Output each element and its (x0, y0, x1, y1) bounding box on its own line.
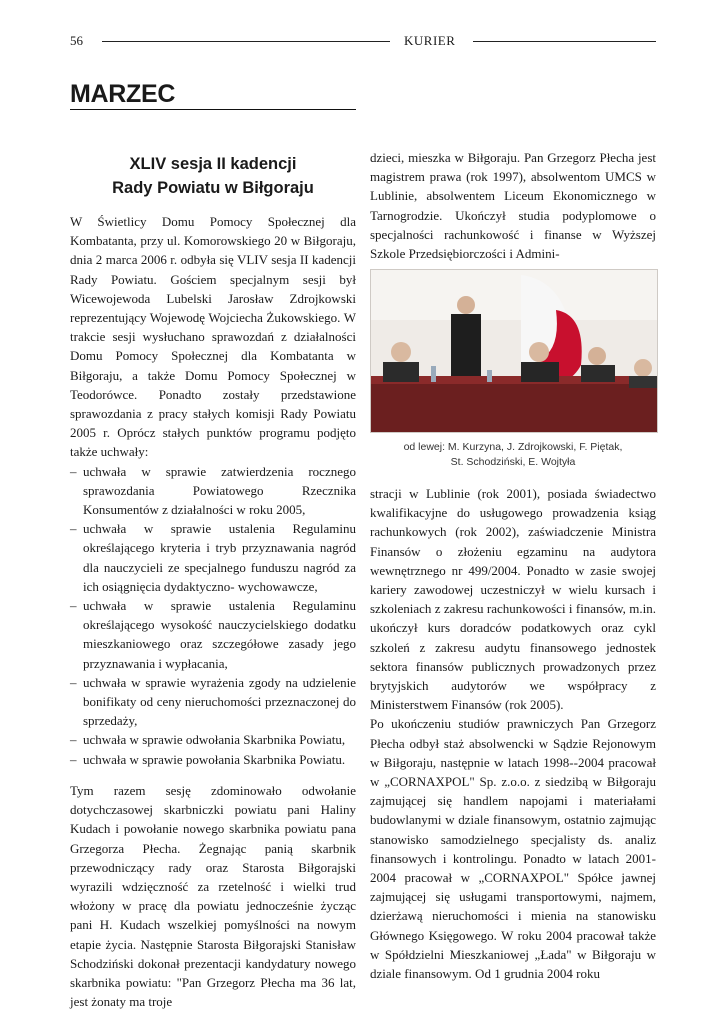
list-item: – uchwała w sprawie ustalenia Regulaminu określającego wysokość nauczycielskiego dodatku mieszkaniowego oraz szczegółowe zasady jego przyznawania i wypłacania, (70, 598, 356, 671)
article-title-line-2: Rady Powiatu w Biłgoraju (112, 179, 314, 197)
article-title-line-1: XLIV sesja II kadencji (129, 155, 297, 173)
photo-caption (370, 440, 656, 470)
resolutions-list (70, 462, 356, 769)
right-column-top (370, 148, 656, 263)
list-item: – uchwała w sprawie zatwierdzenia rocznego sprawozdania Powiatowego Rzecznika Konsumentów z działalności w roku 2005, (70, 463, 356, 518)
header-rule-right (473, 41, 656, 42)
header-rule-left (102, 41, 390, 42)
session-photo (370, 269, 658, 433)
list-item: – uchwała w sprawie wyrażenia zgody na udzielenie bonifikaty od ceny nieruchomości przeznaczonej do sprzedaży, (70, 674, 356, 729)
page-header (70, 31, 656, 51)
list-item: – uchwała w sprawie powołania Skarbnika Powiatu. (70, 751, 346, 767)
photo-caption-line-2: St. Schodziński, E. Wojtyła (450, 456, 576, 468)
qualifications-paragraph: stracji w Lublinie (rok 2001), posiada świadectwo kwalifikacyjne do usługowego prowadzenia ksiąg rachunkowych (rok 2002), zaświadczenie Ministra Finansów o złożeniu egzaminu na audytora wewnętrznego nr 499/2004. Ponadto w zasie swojej kariery zawodowej uczestniczył w wielu kursach i szkoleniach z zakresu rachunkowości i finansów, m.in. ukończył kurs doradców podatkowych oraz cykl szkoleń z zakresu audytu finansowego jednostek sektora finansów publicznych prowadzonych przez brytyjskich audytorów we współpracy z Ministerstwem Finansów (rok 2005). (370, 486, 656, 713)
photo-caption-line-1: od lewej: M. Kurzyna, J. Zdrojkowski, F. Piętak, (403, 441, 623, 453)
session-photo-illustration (371, 270, 657, 432)
list-item: – uchwała w sprawie odwołania Skarbnika Powiatu, (70, 732, 346, 748)
intro-paragraph: W Świetlicy Domu Pomocy Społecznej dla Kombatanta, przy ul. Komorowskiego 20 w Biłgoraju, dnia 2 marca 2006 r. odbyła się VLIV sesja II kadencji Rady Powiatu. Gościem specjalnym sesji był Wicewojewoda Lubelski Jarosław Zdrojkowski reprezentujący Wojewodę Wojciecha Żukowskiego. W trakcie sesji wysłuchano sprawozdań z działalności Domu Pomocy Społecznej dla Kombatanta w Biłgoraju, a także Domu Pomocy Społecznej w Teodorówce. Ponadto zostały przedstawione sprawozdania z pracy stałych komisji Rady Powiatu 2005 r. Oprócz stałych punktów programu podjęto także uchwały: (70, 214, 356, 460)
right-column-bottom (370, 484, 656, 983)
section-rule (70, 109, 356, 110)
article-title (70, 152, 356, 200)
section-title: MARZEC (70, 80, 176, 108)
page-number: 56 (70, 33, 83, 48)
publication-name: KURIER (404, 33, 456, 48)
continued-paragraph: dzieci, mieszka w Biłgoraju. Pan Grzegorz Płecha jest magistrem prawa (rok 1997), absolwentom UMCS w Lublinie, absolwentem Liceum Ekonomicznego w Tarnogrodzie. Ukończył studia podyplomowe o specjalności rachunkowość i finanse w Wyższej Szkole Przedsiębiorczości i Admini- (370, 150, 656, 262)
list-item: – uchwała w sprawie ustalenia Regulaminu określającego kryteria i tryb przyznawania nagród dla nauczycieli ze specjalnego funduszu nagród za ich osiągnięcia dydaktyczno- wychowawcze, (70, 521, 356, 594)
closing-paragraph: Tym razem sesję zdominowało odwołanie dotychczasowej skarbniczki powiatu pani Haliny Kudach i powołanie nowego skarbnika powiatu pana Grzegorza Płecha. Żegnając panią skarbnik przewodniczący rady oraz Starosta Biłgorajski wyrazili wdzięczność za rzetelność i wielki trud włożony w pracę dla powiatu jednocześnie życząc pani H. Kudach wszelkiej pomyślności na nowym etapie życia. Następnie Starosta Biłgorajski Stanisław Schodziński dokonał prezentacji kandydatury nowego skarbnika powiatu: "Pan Grzegorz Płecha ma 36 lat, jest żonaty ma troje (70, 782, 356, 1010)
left-column (70, 212, 356, 1011)
career-paragraph: Po ukończeniu studiów prawniczych Pan Grzegorz Płecha odbył staż absolwencki w Sądzie Rejonowym w Biłgoraju, następnie w latach 1998--2004 pracował w „CORNAXPOL" Sp. z.o.o. z siedzibą w Biłgoraju zajmującej się handlem napojami i materiałami budowlanymi w dziale finansowym, ostatnio zajmując stanowisko samodzielnego specjalisty ds. analiz finansowych i kontrolingu. Ponadto w latach 2001-2004 pracował w „CORNAXPOL" Spółce jawnej zajmującej się usługami transportowymi, najmem, dzierżawą nieruchomości i mienia na stanowisku Głównego Księgowego. W roku 2004 pracował także w Spółdzielni Mieszkaniowej „Łada" w Biłgoraju w dziale finansowym. Od 1 grudnia 2004 roku (370, 716, 656, 982)
